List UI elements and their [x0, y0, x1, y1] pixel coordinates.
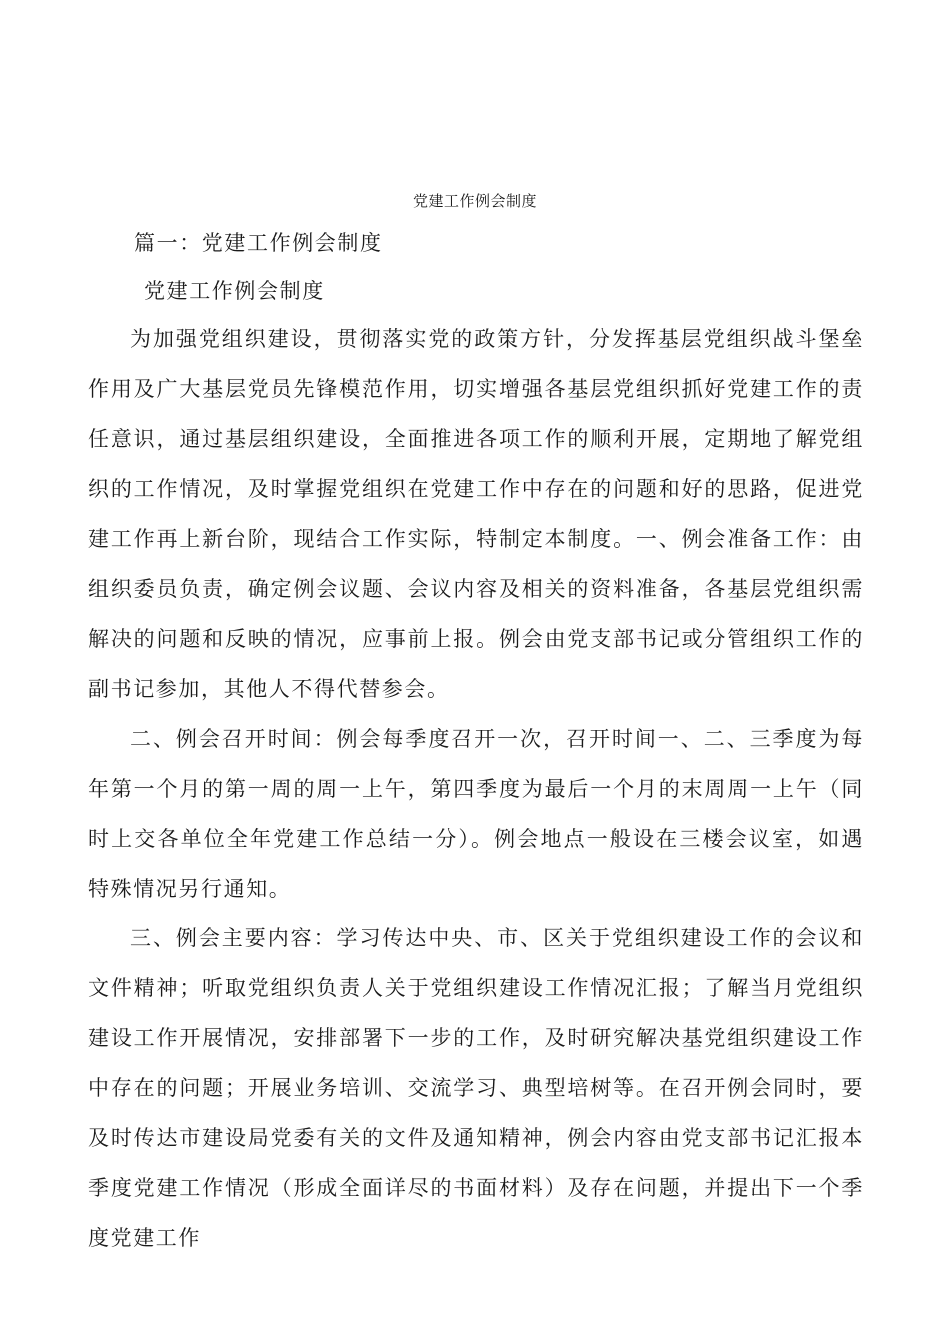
subheading: 党建工作例会制度: [144, 279, 325, 303]
paragraph-2: 二、例会召开时间：例会每季度召开一次，召开时间一、二、三季度为每年第一个月的第一周的周一上午，第四季度为最后一个月的末周周一上午（同时上交各单位全年党建工作总结一分）。例会地点一般设在三楼会议室，如遇特殊情况另行通知。: [88, 727, 864, 901]
paragraph-3: 三、例会主要内容：学习传达中央、市、区关于党组织建设工作的会议和文件精神；听取党组织负责人关于党组织建设工作情况汇报；了解当月党组织建设工作开展情况，安排部署下一步的工作，及时研究解决基党组织建设工作中存在的问题；开展业务培训、交流学习、典型培树等。在召开例会同时，要及时传达市建设局党委有关的文件及通知精神，例会内容由党支部书记汇报本季度党建工作情况（形成全面详尽的书面材料）及存在问题，并提出下一个季度党建工作: [88, 926, 864, 1250]
paragraph-1: 为加强党组织建设，贯彻落实党的政策方针，分发挥基层党组织战斗堡垒作用及广大基层党员先锋模范作用，切实增强各基层党组织抓好党建工作的责任意识，通过基层组织建设，全面推进各项工作的顺利开展，定期地了解党组织的工作情况，及时掌握党组织在党建工作中存在的问题和好的思路，促进党建工作再上新台阶，现结合工作实际，特制定本制度。一、例会准备工作：由组织委员负责，确定例会议题、会议内容及相关的资料准备，各基层党组织需解决的问题和反映的情况，应事前上报。例会由党支部书记或分管组织工作的副书记参加，其他人不得代替参会。: [88, 327, 864, 701]
document-title: 党建工作例会制度: [412, 192, 537, 210]
section-heading: 篇一：党建工作例会制度: [134, 231, 383, 255]
